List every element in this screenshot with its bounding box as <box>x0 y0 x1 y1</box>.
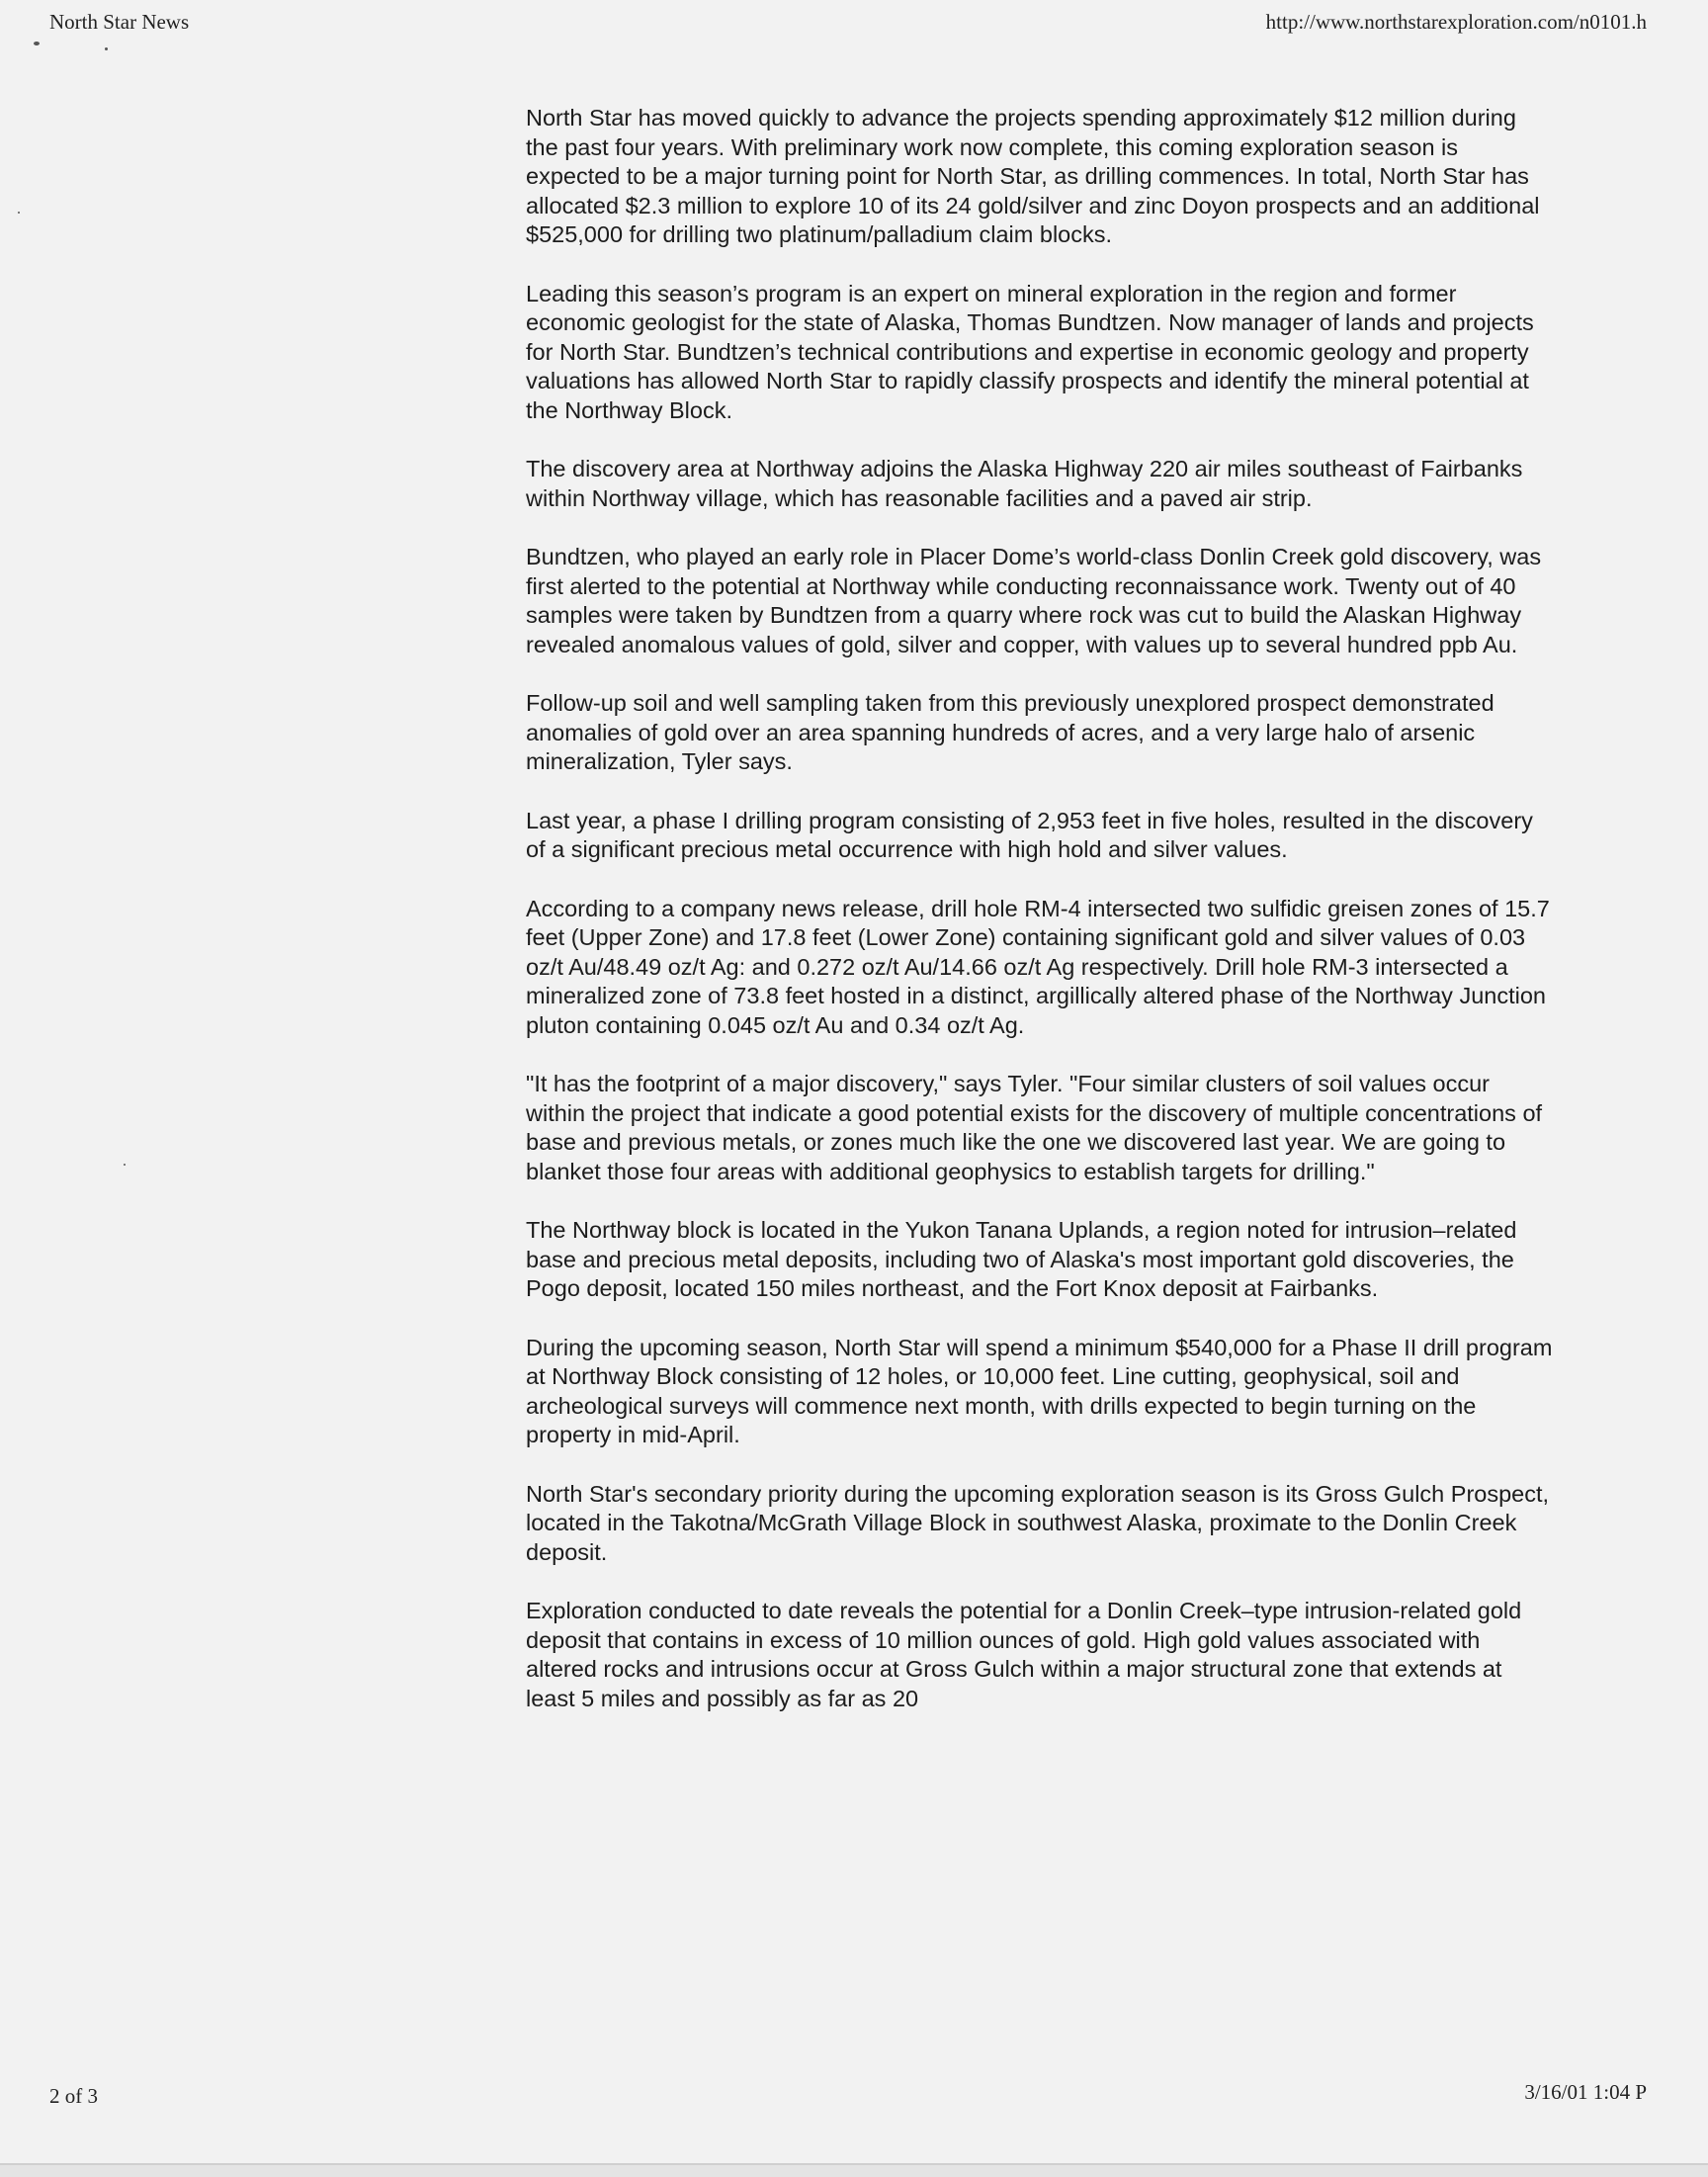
paragraph: Exploration conducted to date reveals the potential for a Donlin Creek–type intrusion-related gold deposit that contains in excess of 10 million ounces of gold. High gold values associated with altered rocks and intrusions occur at Gross Gulch within a major structural zone that extends at least 5 miles and possibly as far as 20 <box>526 1598 1522 1711</box>
scan-speck <box>18 212 20 214</box>
scan-speck <box>34 42 40 45</box>
paragraph: "It has the footprint of a major discovery," says Tyler. "Four similar clusters of soil values occur within the project that indicate a good potential exists for the discovery of multiple concentrations of base and previous metals, or zones much like the one we discovered last year. We are going to blanket those four areas with additional geophysics to establish targets for drilling." <box>526 1071 1543 1184</box>
article-body <box>526 104 1554 1743</box>
paragraph: Bundtzen, who played an early role in Placer Dome’s world-class Donlin Creek gold discovery, was first alerted to the potential at Northway while conducting reconnaissance work. Twenty out of 40 samples were taken by Bundtzen from a quarry where rock was cut to build the Alaskan Highway revealed anomalous values of gold, silver and copper, with values up to several hundred ppb Au. <box>526 544 1542 657</box>
paragraph: The discovery area at Northway adjoins the Alaska Highway 220 air miles southeast of Fairbanks within Northway village, which has reasonable facilities and a paved air strip. <box>526 456 1523 511</box>
scan-speck <box>105 47 108 50</box>
print-timestamp: 3/16/01 1:04 P <box>1524 2080 1647 2104</box>
header-site-title: North Star News <box>49 10 190 34</box>
paragraph: Leading this season’s program is an expert on mineral exploration in the region and former economic geologist for the state of Alaska, Thomas Bundtzen. Now manager of lands and projects for North Star. Bundtzen’s technical contributions and expertise in economic geology and property valuations has allowed North Star to rapidly classify prospects and identify the mineral potential at the Northway Block. <box>526 280 1534 423</box>
paragraph: Follow-up soil and well sampling taken from this previously unexplored prospect demonstrated anomalies of gold over an area spanning hundreds of acres, and a very large halo of arsenic mineralization, Tyler says. <box>526 690 1494 774</box>
paragraph: North Star has moved quickly to advance the projects spending approximately $12 million during the past four years. With preliminary work now complete, this coming exploration season is expected to be a major turning point for North Star, as drilling commences. In total, North Star has allocated $2.3 million to explore 10 of its 24 gold/silver and zinc Doyon prospects and an additional $525,000 for drilling two platinum/palladium claim blocks. <box>526 105 1540 247</box>
paragraph: The Northway block is located in the Yukon Tanana Uplands, a region noted for intrusion–related base and precious metal deposits, including two of Alaska's most important gold discoveries, the Pogo deposit, located 150 miles northeast, and the Fort Knox deposit at Fairbanks. <box>526 1217 1517 1301</box>
header-url: http://www.northstarexploration.com/n0101.h <box>1265 10 1647 34</box>
page-number: 2 of 3 <box>49 2084 98 2108</box>
scan-speck <box>124 1164 126 1166</box>
paragraph: According to a company news release, drill hole RM-4 intersected two sulfidic greisen zones of 15.7 feet (Upper Zone) and 17.8 feet (Lower Zone) containing significant gold and silver values of 0.03 oz/t Au/48.49 oz/t Ag: and 0.272 oz/t Au/14.66 oz/t Ag respectively. Drill hole RM-3 intersected a mineralized zone of 73.8 feet hosted in a distinct, argillically altered phase of the Northway Junction pluton containing 0.045 oz/t Au and 0.34 oz/t Ag. <box>526 895 1550 1038</box>
paragraph: North Star's secondary priority during the upcoming exploration season is its Gross Gulch Prospect, located in the Takotna/McGrath Village Block in southwest Alaska, proximate to the Donlin Creek deposit. <box>526 1480 1550 1565</box>
paragraph: During the upcoming season, North Star will spend a minimum $540,000 for a Phase II drill program at Northway Block consisting of 12 holes, or 10,000 feet. Line cutting, geophysical, soil and archeological surveys will commence next month, with drills expected to begin turning on the property in mid-April. <box>526 1334 1553 1447</box>
paragraph: Last year, a phase I drilling program consisting of 2,953 feet in five holes, resulted in the discovery of a significant precious metal occurrence with high hold and silver values. <box>526 807 1533 862</box>
